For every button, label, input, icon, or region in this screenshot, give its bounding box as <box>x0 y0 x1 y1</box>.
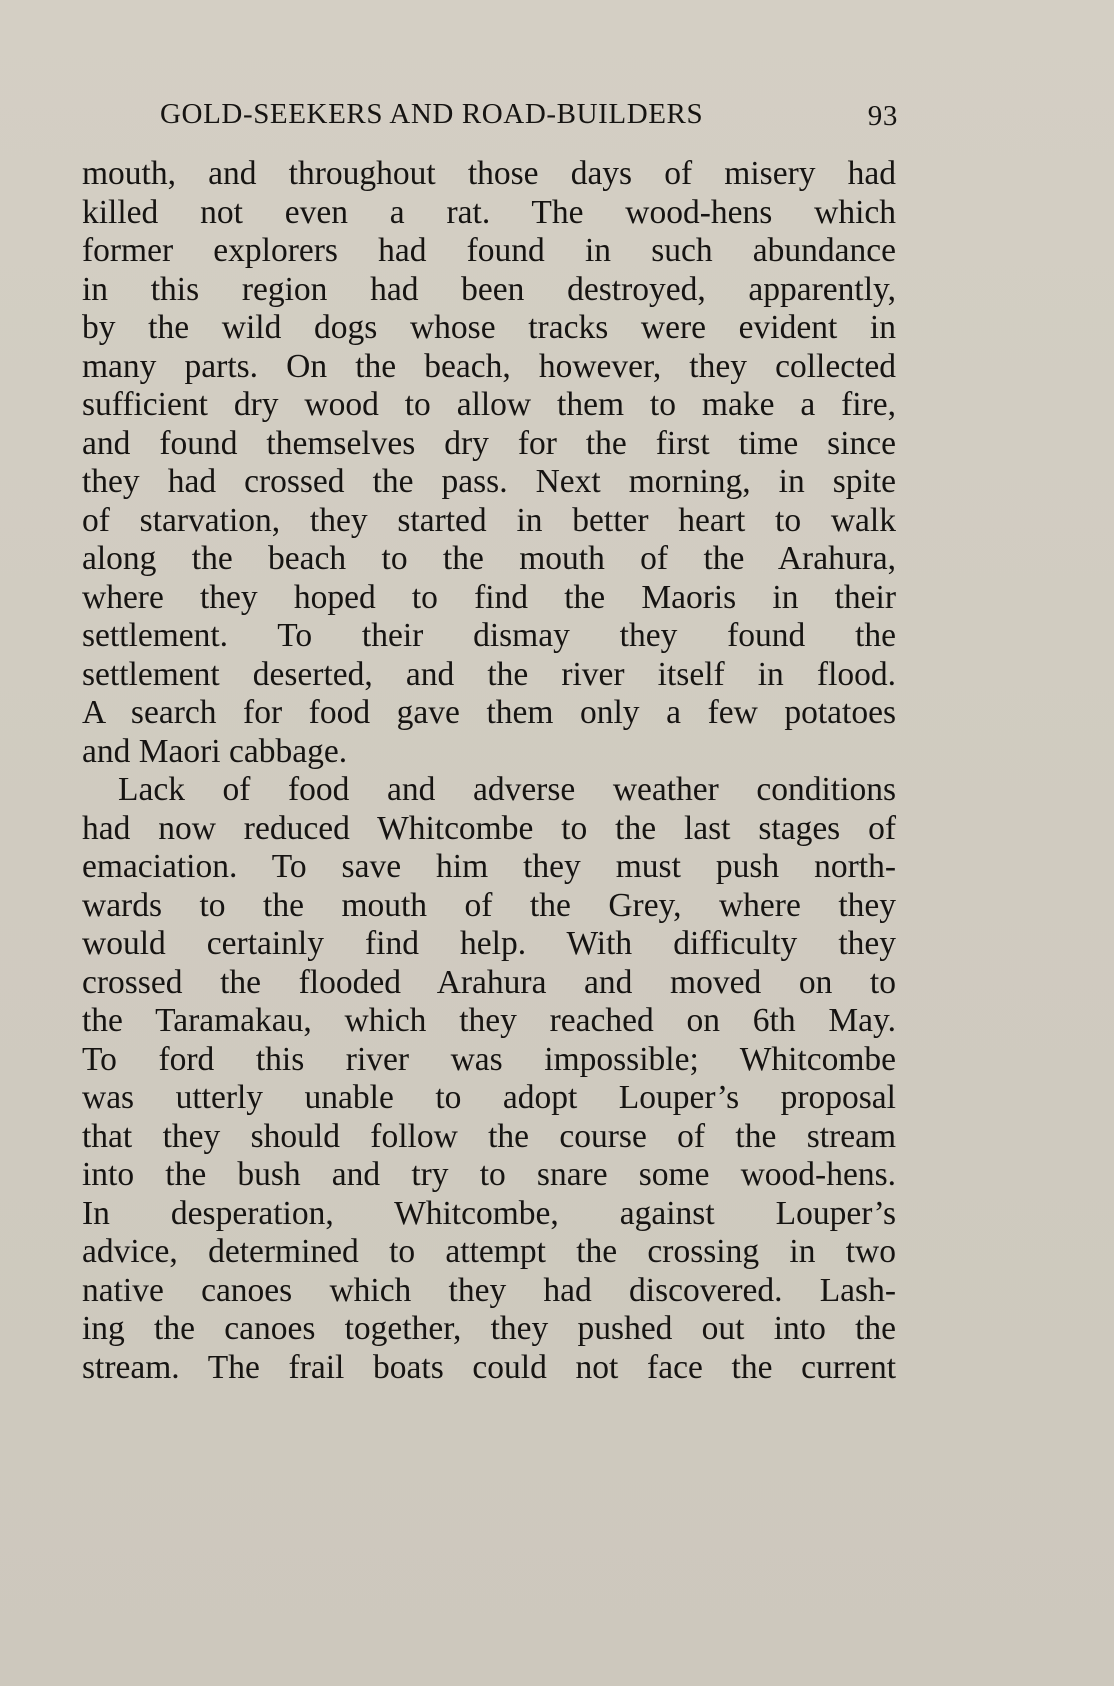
text-line-26: that they should follow the course of the stream <box>82 1117 896 1155</box>
running-title: GOLD-SEEKERS AND ROAD-BUILDERS <box>160 98 704 130</box>
text-line-13: settlement. To their dismay they found the <box>82 617 896 654</box>
text-line-8: and found themselves dry for the first time since <box>82 424 896 462</box>
text-line-18: had now reduced Whitcombe to the last stages of <box>82 809 896 847</box>
text-line-27: into the bush and try to snare some wood-hens. <box>82 1156 896 1193</box>
text-line-25: was utterly unable to adopt Louper’s proposal <box>82 1079 896 1116</box>
text-line-11: along the beach to the mouth of the Arahura, <box>82 540 896 577</box>
text-line-17: Lack of food and adverse weather conditions <box>118 771 896 808</box>
text-line-6: many parts. On the beach, however, they collected <box>82 347 896 385</box>
text-line-14: settlement deserted, and the river itself in flood. <box>82 655 896 693</box>
text-line-1: mouth, and throughout those days of misery had <box>82 155 896 192</box>
text-line-4: in this region had been destroyed, apparently, <box>82 270 896 308</box>
text-line-19: emaciation. To save him they must push north- <box>82 848 896 885</box>
text-line-31: ing the canoes together, they pushed out into the <box>82 1310 896 1347</box>
text-line-32: stream. The frail boats could not face the current <box>82 1348 896 1386</box>
text-line-9: they had crossed the pass. Next morning, in spite <box>82 463 896 500</box>
text-line-24: To ford this river was impossible; Whitcombe <box>82 1040 896 1078</box>
text-line-22: crossed the flooded Arahura and moved on to <box>82 963 896 1001</box>
body-text <box>82 155 896 1387</box>
text-line-28: In desperation, Whitcombe, against Louper’s <box>82 1194 896 1232</box>
page-number: 93 <box>867 100 898 132</box>
text-line-7: sufficient dry wood to allow them to make a fire, <box>82 386 896 423</box>
text-line-12: where they hoped to find the Maoris in their <box>82 578 896 616</box>
text-line-3: former explorers had found in such abundance <box>82 232 896 269</box>
text-line-20: wards to the mouth of the Grey, where they <box>82 886 896 924</box>
text-line-21: would certainly find help. With difficulty they <box>82 925 896 962</box>
text-line-23: the Taramakau, which they reached on 6th May. <box>82 1002 896 1039</box>
text-line-2: killed not even a rat. The wood-hens which <box>82 193 896 231</box>
text-line-30: native canoes which they had discovered. Lash- <box>82 1271 896 1309</box>
text-line-15: A search for food gave them only a few potatoes <box>82 694 896 731</box>
text-line-10: of starvation, they started in better heart to walk <box>82 501 896 539</box>
text-line-29: advice, determined to attempt the crossing in two <box>82 1233 896 1270</box>
text-line-16: and Maori cabbage. <box>82 732 348 770</box>
text-line-5: by the wild dogs whose tracks were evident in <box>82 309 896 346</box>
running-header <box>160 92 898 136</box>
